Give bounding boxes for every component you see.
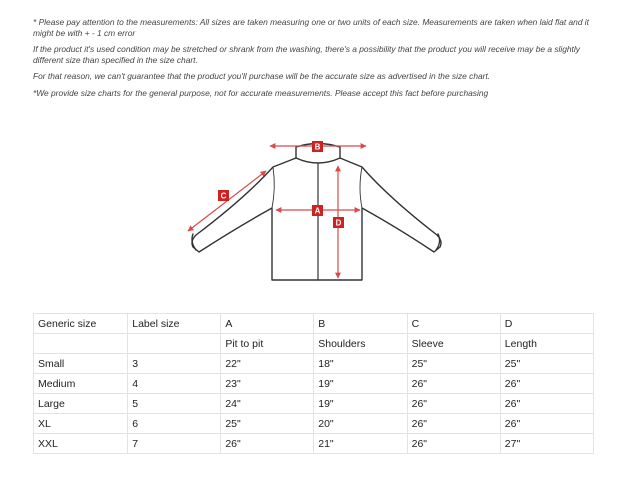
table-cell: 26" [407,394,500,414]
marker-b [312,141,323,152]
table-cell: 7 [128,434,221,454]
measurement-notes [33,17,598,104]
table-cell: Medium [34,374,128,394]
table-cell: 26" [500,414,593,434]
table-row [34,414,594,434]
table-row [34,394,594,414]
subheader-cell: Sleeve [407,334,500,354]
table-cell: Small [34,354,128,374]
marker-d [333,217,344,228]
header-cell: C [407,314,500,334]
svg-text:D: D [335,218,342,228]
table-cell: 24" [221,394,314,414]
table-row [34,434,594,454]
svg-text:A: A [314,206,321,216]
table-cell: 3 [128,354,221,374]
table-row [34,374,594,394]
svg-text:C: C [220,191,227,201]
table-header-row [34,314,594,334]
table-cell: 26" [500,374,593,394]
jacket-diagram [0,128,640,298]
subheader-cell: Length [500,334,593,354]
table-cell: 21" [314,434,407,454]
table-cell: 27" [500,434,593,454]
header-cell: D [500,314,593,334]
svg-text:B: B [314,142,321,152]
table-cell: 5 [128,394,221,414]
table-cell: 18" [314,354,407,374]
table-cell: Large [34,394,128,414]
note-used-condition: If the product it's used condition may be stretched or shrank from the washing, there's a possibility that the product you will receive may be a slightly different size than specified in the size chart. [33,44,580,65]
table-cell: 20" [314,414,407,434]
table-cell: XL [34,414,128,434]
note-measurements: * Please pay attention to the measurements: All sizes are taken measuring one or two units of each size. Measurements are taken when laid flat and it might be with + - 1 cm error [33,17,589,38]
subheader-cell: Shoulders [314,334,407,354]
table-cell: 22" [221,354,314,374]
table-row [34,354,594,374]
table-cell: 26" [221,434,314,454]
table-cell: 25" [221,414,314,434]
size-chart-table [33,313,594,454]
subheader-cell [128,334,221,354]
table-cell: 6 [128,414,221,434]
table-cell: 26" [407,414,500,434]
table-cell: 26" [500,394,593,414]
subheader-cell: Pit to pit [221,334,314,354]
header-cell: Generic size [34,314,128,334]
table-cell: 19" [314,394,407,414]
table-cell: 25" [407,354,500,374]
marker-a [312,205,323,216]
table-cell: 26" [407,434,500,454]
table-cell: 19" [314,374,407,394]
note-no-guarantee: For that reason, we can't guarantee that the product you'll purchase will be the accurate size as advertised in the size chart. [33,71,491,81]
marker-c [218,190,229,201]
table-cell: XXL [34,434,128,454]
table-subheader-row [34,334,594,354]
table-cell: 26" [407,374,500,394]
table-cell: 25" [500,354,593,374]
table-cell: 4 [128,374,221,394]
table-cell: 23" [221,374,314,394]
header-cell: Label size [128,314,221,334]
note-general-purpose: *We provide size charts for the general purpose, not for accurate measurements. Please accept this fact before purchasing [33,87,489,98]
header-cell: B [314,314,407,334]
header-cell: A [221,314,314,334]
subheader-cell [34,334,128,354]
